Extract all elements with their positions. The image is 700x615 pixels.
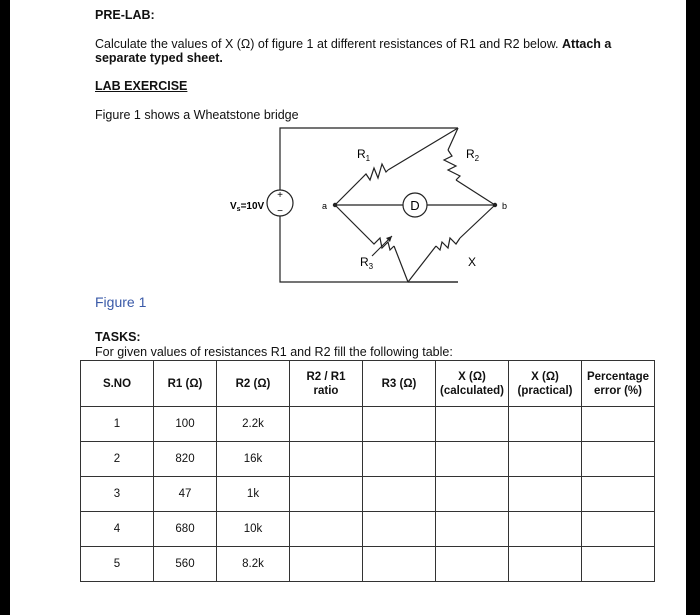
table-row — [81, 477, 655, 512]
r1-label — [357, 147, 371, 163]
table-cell[interactable] — [290, 477, 363, 512]
column-header-line2: error (%) — [594, 384, 642, 397]
r1-label-main: R — [357, 147, 366, 161]
table-row — [81, 512, 655, 547]
table-cell[interactable] — [509, 407, 582, 442]
table-cell: 10k — [217, 512, 290, 547]
table-row — [81, 547, 655, 582]
table-cell[interactable] — [582, 547, 655, 582]
arm-a-top-2 — [388, 128, 458, 170]
circuit-wires — [280, 128, 495, 282]
table-cell: 47 — [154, 477, 217, 512]
table-cell: 560 — [154, 547, 217, 582]
column-header — [81, 361, 154, 407]
table-cell[interactable] — [290, 512, 363, 547]
column-header-line2: (calculated) — [440, 384, 504, 397]
r3-label — [360, 255, 374, 271]
table-cell: 5 — [81, 547, 154, 582]
lab-exercise-heading: LAB EXERCISE — [95, 79, 188, 93]
table-cell: 3 — [81, 477, 154, 512]
lab-exercise-intro: Figure 1 shows a Wheatstone bridge — [95, 108, 299, 122]
table-cell[interactable] — [363, 442, 436, 477]
figure-caption: Figure 1 — [95, 294, 147, 310]
table-cell: 1 — [81, 407, 154, 442]
column-header-line2: (practical) — [517, 384, 573, 397]
resistor-r1-zigzag — [360, 164, 388, 180]
table-row — [81, 442, 655, 477]
table-cell[interactable] — [363, 477, 436, 512]
table-cell: 1k — [217, 477, 290, 512]
table-cell: 820 — [154, 442, 217, 477]
table-cell: 16k — [217, 442, 290, 477]
r2-label-main: R — [466, 147, 475, 161]
node-a-dot — [333, 203, 337, 207]
table-cell[interactable] — [290, 547, 363, 582]
table-cell[interactable] — [290, 407, 363, 442]
table-cell[interactable] — [509, 512, 582, 547]
prelab-instruction-text: Calculate the values of X (Ω) of figure 1 at different resistances of R1 and R2 below. — [95, 37, 559, 51]
column-header — [363, 361, 436, 407]
table-cell[interactable] — [509, 547, 582, 582]
wire-bottom — [280, 216, 458, 282]
source-label — [230, 201, 265, 213]
arm-a-top-1 — [335, 180, 360, 205]
node-a-label: a — [322, 201, 328, 211]
table-cell[interactable] — [363, 407, 436, 442]
table-cell[interactable] — [290, 442, 363, 477]
column-header-line1: R2 (Ω) — [235, 377, 271, 390]
source-minus: − — [277, 206, 283, 217]
arm-a-bottom-1 — [335, 205, 370, 240]
column-header — [582, 361, 655, 407]
column-header-line1: R2 / R1 — [306, 370, 346, 383]
arm-a-bottom-2 — [394, 246, 408, 282]
tasks-heading: TASKS: — [95, 330, 141, 344]
arm-b-top-2 — [456, 180, 495, 205]
results-table — [80, 360, 655, 582]
table-cell: 680 — [154, 512, 217, 547]
prelab-heading: PRE-LAB: — [95, 8, 155, 22]
column-header-line1: X (Ω) — [458, 370, 486, 383]
column-header-line1: R3 (Ω) — [381, 377, 417, 390]
table-cell[interactable] — [436, 477, 509, 512]
detector-label: D — [410, 198, 420, 213]
table-cell[interactable] — [582, 407, 655, 442]
x-label: X — [468, 255, 477, 269]
table-cell[interactable] — [436, 407, 509, 442]
table-cell[interactable] — [509, 477, 582, 512]
r3-label-main: R — [360, 255, 369, 269]
document-page — [10, 0, 686, 615]
node-b-dot — [493, 203, 497, 207]
resistor-r2-zigzag — [444, 150, 460, 180]
r2-label-sub: 2 — [474, 154, 480, 163]
column-header — [436, 361, 509, 407]
column-header-line2: ratio — [313, 384, 339, 397]
table-cell: 100 — [154, 407, 217, 442]
source-label-value: =10V — [240, 201, 265, 212]
column-header-line1: S.NO — [102, 377, 132, 390]
table-cell[interactable] — [509, 442, 582, 477]
column-header — [290, 361, 363, 407]
table-cell[interactable] — [582, 477, 655, 512]
column-header-line1: Percentage — [586, 370, 649, 383]
prelab-instruction-bold1: Attach a — [562, 37, 612, 51]
r3-label-sub: 3 — [368, 262, 374, 271]
table-cell[interactable] — [582, 442, 655, 477]
table-cell[interactable] — [436, 512, 509, 547]
table-cell: 2.2k — [217, 407, 290, 442]
node-b-label: b — [502, 201, 508, 211]
source-label-v: V — [230, 201, 237, 212]
resistor-x-zigzag — [436, 238, 460, 250]
table-cell[interactable] — [582, 512, 655, 547]
source-label-sub: s — [236, 206, 241, 213]
r2-label — [466, 147, 480, 163]
prelab-instruction-bold2: separate typed sheet. — [95, 51, 223, 65]
column-header — [509, 361, 582, 407]
table-cell[interactable] — [363, 547, 436, 582]
table-row — [81, 407, 655, 442]
table-cell: 4 — [81, 512, 154, 547]
table-cell[interactable] — [363, 512, 436, 547]
tasks-instruction: For given values of resistances R1 and R2 fill the following table: — [95, 345, 453, 359]
column-header — [154, 361, 217, 407]
r1-label-sub: 1 — [365, 154, 371, 163]
arm-b-bottom-1 — [460, 205, 495, 238]
column-header-line1: X (Ω) — [531, 370, 559, 383]
column-header-line1: R1 (Ω) — [167, 377, 203, 390]
source-plus: + — [277, 190, 283, 201]
column-header — [217, 361, 290, 407]
table-cell: 8.2k — [217, 547, 290, 582]
table-header-row — [81, 361, 655, 407]
table-cell[interactable] — [436, 442, 509, 477]
table-cell[interactable] — [436, 547, 509, 582]
table-body — [81, 407, 655, 582]
table-cell: 2 — [81, 442, 154, 477]
arm-b-bottom-2 — [408, 246, 436, 282]
